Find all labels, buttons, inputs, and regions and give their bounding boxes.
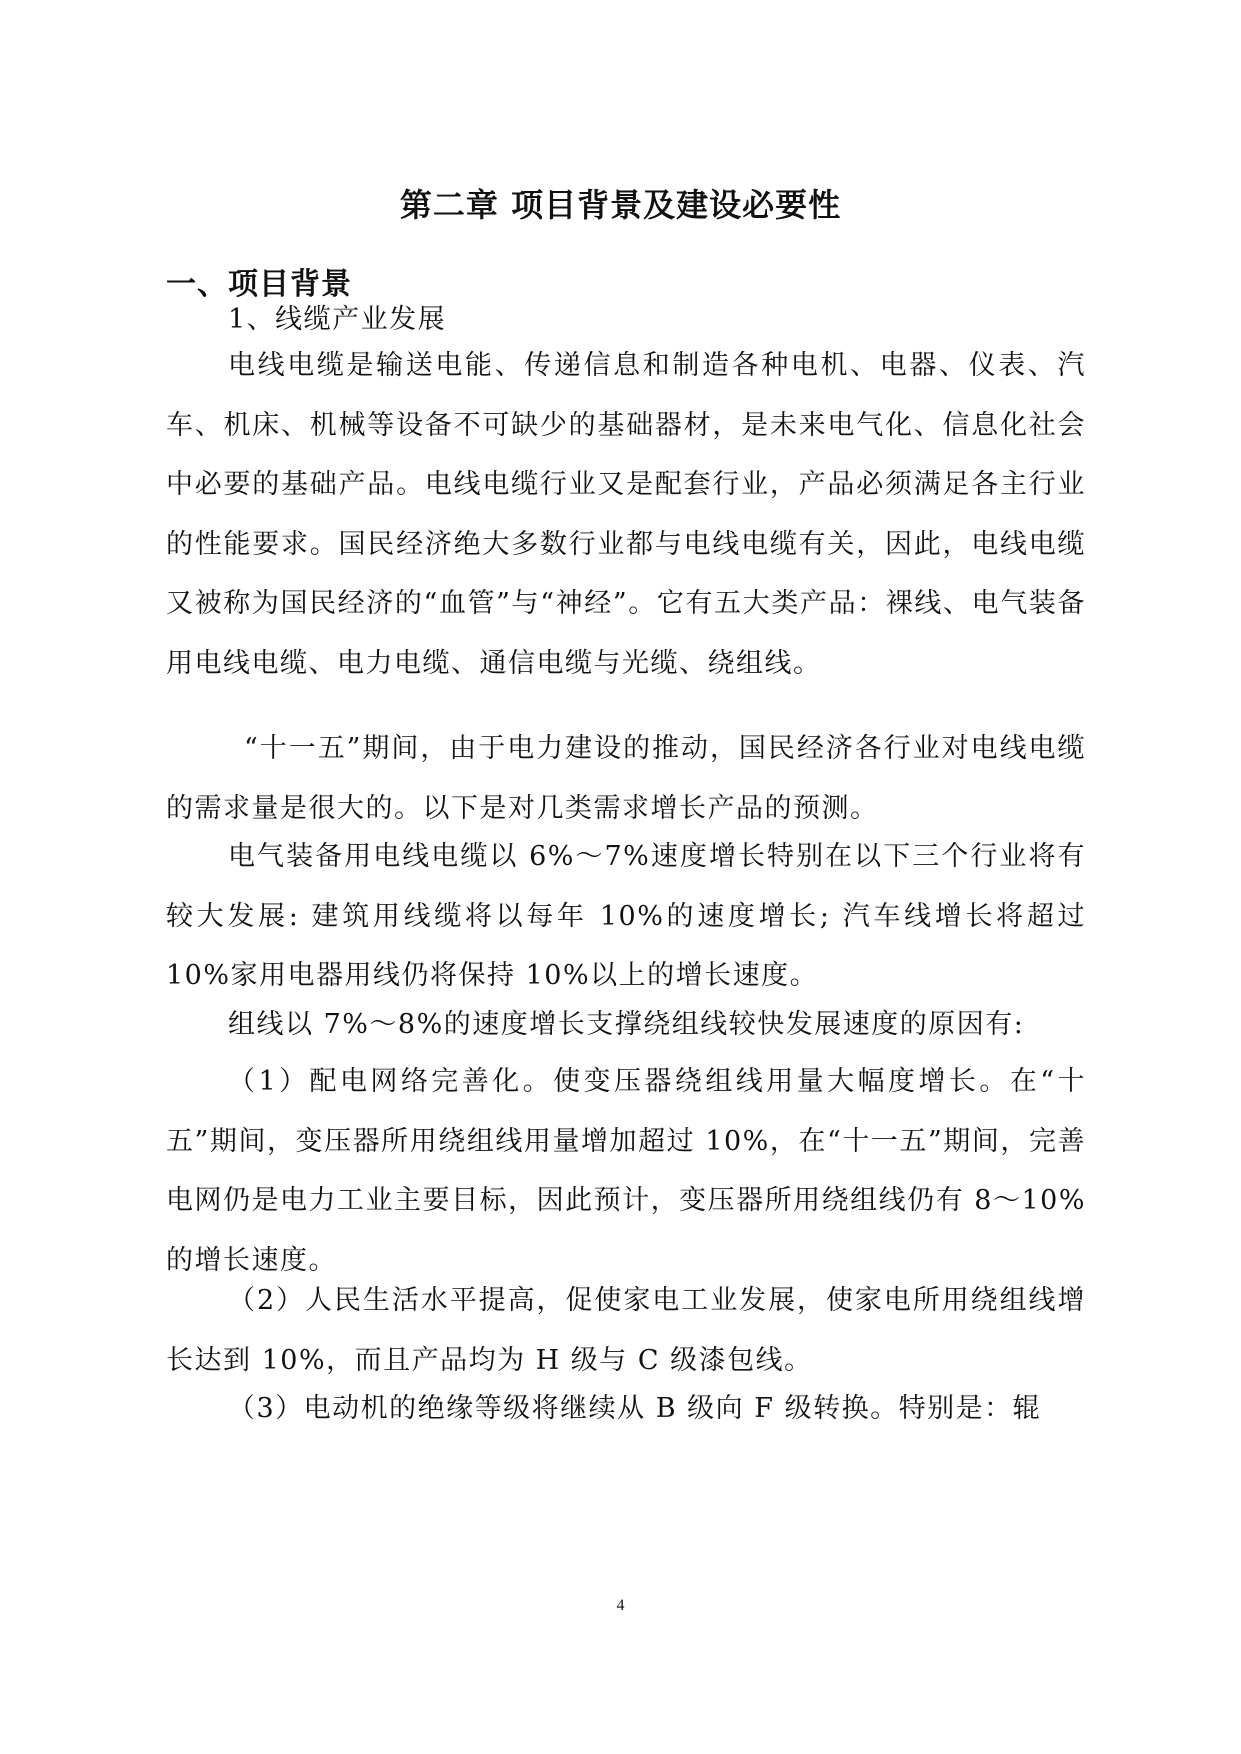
paragraph-3: 电气装备用电线电缆以 6%～7%速度增长特别在以下三个行业将有较大发展: 建筑用线缆将以每年 10%的速度增长; 汽车线增长将超过 10%家用电器用线仍将保持 10%以上的增长速度。 [166, 841, 1086, 991]
section-title: 一、项目背景 [166, 267, 352, 302]
chapter-title: 第二章 项目背景及建设必要性 [399, 186, 842, 224]
subsection-title: 1、线缆产业发展 [228, 304, 447, 335]
paragraph-2: “十一五”期间，由于电力建设的推动，国民经济各行业对电线电缆的需求量是很大的。以下是对几类需求增长产品的预测。 [166, 733, 1086, 824]
paragraph-5: （1）配电网络完善化。使变压器绕组线用量大幅度增长。在“十五”期间，变压器所用绕组线用量增加超过 10%，在“十一五”期间，完善电网仍是电力工业主要目标，因此预计，变压器所用绕组线仍有 8～10%的增长速度。 [166, 1066, 1086, 1276]
paragraph-4: 组线以 7%～8%的速度增长支撑绕组线较快发展速度的原因有: [228, 1009, 1025, 1040]
page-number: 4 [616, 1597, 625, 1614]
paragraph-1: 电线电缆是输送电能、传递信息和制造各种电机、电器、仪表、汽车、机床、机械等设备不可缺少的基础器材，是未来电气化、信息化社会中必要的基础产品。电线电缆行业又是配套行业，产品必须满足各主行业的性能要求。国民经济绝大多数行业都与电线电缆有关，因此，电线电缆又被称为国民经济的“血管”与“神经”。它有五大类产品：裸线、电气装备用电线电缆、电力电缆、通信电缆与光缆、绕组线。 [166, 350, 1086, 679]
paragraph-7: （3）电动机的绝缘等级将继续从 B 级向 F 级转换。特别是：辊 [228, 1393, 1042, 1424]
paragraph-6: （2）人民生活水平提高，促使家电工业发展，使家电所用绕组线增长达到 10%，而且产品均为 H 级与 C 级漆包线。 [166, 1285, 1086, 1376]
